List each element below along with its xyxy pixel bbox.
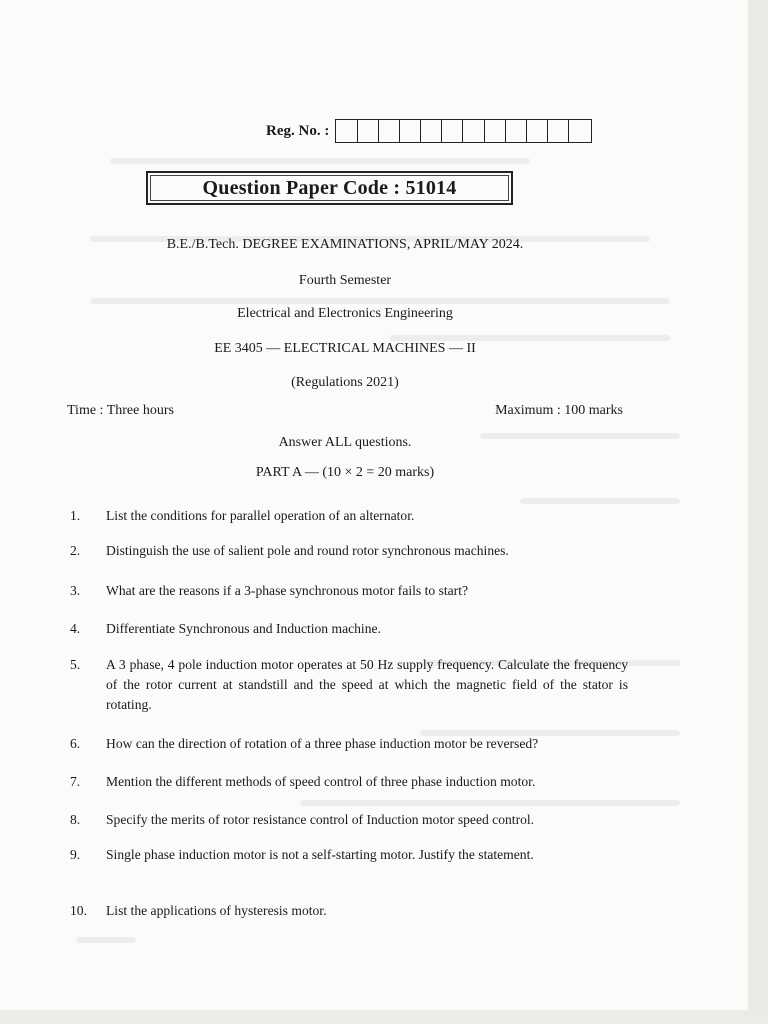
question-text: Mention the different methods of speed control of three phase induction motor.	[106, 774, 536, 789]
reg-no-digit-box	[506, 120, 527, 142]
question-number: 9.	[70, 847, 81, 862]
question-number: 4.	[70, 621, 81, 636]
question-text: What are the reasons if a 3-phase synchronous motor fails to start?	[106, 583, 469, 598]
bleed-through-line	[300, 800, 680, 806]
reg-no-digit-box	[548, 120, 569, 142]
reg-no-label: Reg. No. :	[266, 122, 330, 139]
bleed-through-line	[76, 937, 136, 943]
question-text: List the applications of hysteresis motor.	[106, 903, 327, 918]
reg-no-boxes	[335, 119, 591, 143]
reg-no-digit-box	[336, 120, 357, 142]
question-item	[70, 655, 628, 715]
department: Electrical and Electronics Engineering	[237, 306, 453, 321]
question-text: List the conditions for parallel operation of an alternator.	[106, 508, 415, 523]
reg-no-digit-box	[527, 120, 548, 142]
bleed-through-line	[90, 298, 670, 304]
reg-no-digit-box	[442, 120, 463, 142]
paper-code-text: Question Paper Code : 51014	[202, 176, 457, 199]
bleed-through-line	[520, 498, 680, 504]
question-number: 6.	[70, 736, 81, 751]
question-item	[70, 901, 628, 921]
question-item	[70, 619, 628, 639]
regulations: (Regulations 2021)	[291, 375, 399, 390]
question-text: How can the direction of rotation of a three phase induction motor be reversed?	[106, 736, 539, 751]
scan-edge-bottom	[0, 1010, 768, 1024]
question-item	[70, 581, 628, 601]
instruction: Answer ALL questions.	[278, 435, 412, 450]
course-title: EE 3405 — ELECTRICAL MACHINES — II	[214, 341, 476, 356]
question-number: 3.	[70, 583, 81, 598]
part-heading: PART A — (10 × 2 = 20 marks)	[255, 465, 435, 480]
reg-no-digit-box	[358, 120, 379, 142]
reg-no-digit-box	[400, 120, 421, 142]
question-item	[70, 810, 628, 830]
reg-no-digit-box	[379, 120, 400, 142]
paper-code-box	[146, 171, 513, 205]
question-text: Differentiate Synchronous and Induction machine.	[106, 621, 381, 636]
time-marks-row	[67, 403, 623, 419]
question-number: 10.	[70, 903, 87, 918]
question-text: Distinguish the use of salient pole and round rotor synchronous machines.	[106, 543, 509, 558]
question-text: A 3 phase, 4 pole induction motor operates at 50 Hz supply frequency. Calculate the frequency of the rotor current at standstill and the speed at which the magnetic field of the stator is rotating.	[106, 657, 628, 712]
reg-no-digit-box	[569, 120, 590, 142]
semester: Fourth Semester	[298, 273, 392, 288]
question-number: 8.	[70, 812, 81, 827]
reg-no-row	[266, 119, 592, 143]
reg-no-digit-box	[463, 120, 484, 142]
question-number: 2.	[70, 543, 81, 558]
question-number: 5.	[70, 657, 81, 672]
question-number: 1.	[70, 508, 81, 523]
question-item	[70, 772, 628, 792]
reg-no-digit-box	[421, 120, 442, 142]
question-number: 7.	[70, 774, 81, 789]
question-item	[70, 734, 628, 754]
question-item	[70, 506, 628, 526]
max-marks: Maximum : 100 marks	[495, 403, 623, 418]
question-item	[70, 845, 628, 865]
bleed-through-line	[110, 158, 530, 164]
reg-no-digit-box	[485, 120, 506, 142]
question-item	[70, 541, 628, 561]
question-text: Specify the merits of rotor resistance control of Induction motor speed control.	[106, 812, 535, 827]
question-text: Single phase induction motor is not a self-starting motor. Justify the statement.	[106, 847, 534, 862]
exam-title: B.E./B.Tech. DEGREE EXAMINATIONS, APRIL/MAY 2024.	[166, 237, 524, 252]
scan-edge-right	[748, 0, 768, 1024]
duration: Time : Three hours	[67, 403, 174, 418]
